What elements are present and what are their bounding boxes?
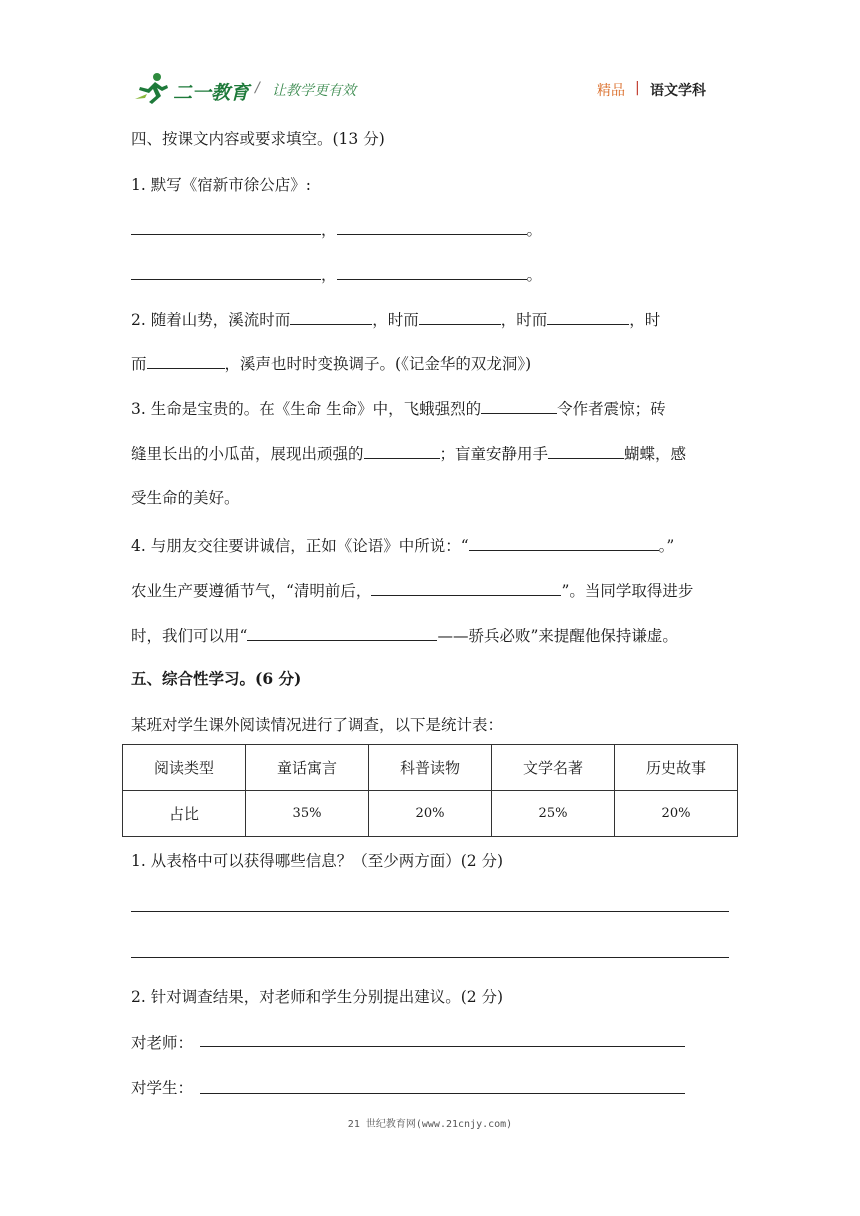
q4-line-3 [131, 624, 678, 647]
answer-line[interactable] [131, 911, 729, 912]
comma: ， [321, 266, 337, 284]
q4-text: 4. 与朋友交往要讲诚信，正如《论语》中所说：“ [131, 537, 469, 555]
answer-blank[interactable] [481, 397, 557, 414]
q2-text: ，时而 [500, 311, 548, 329]
period: 。 [526, 221, 543, 239]
answer-blank[interactable] [337, 218, 527, 235]
student-answer-line[interactable] [200, 1093, 685, 1094]
to-student-label: 对学生： [131, 1079, 194, 1097]
q2-text: ，时 [629, 311, 661, 329]
answer-blank[interactable] [371, 579, 561, 596]
q2-text: 2. 随着山势，溪流时而 [131, 311, 291, 329]
q4-line-2 [131, 579, 693, 602]
slogan-separator: / [255, 80, 260, 96]
q1-answer-row-2 [131, 263, 542, 286]
answer-line[interactable] [131, 957, 729, 958]
s5-q1-prompt: 1. 从表格中可以获得哪些信息？（至少两方面）(2 分) [131, 852, 504, 870]
q2-text: ，溪声也时时变换调子。(《记金华的双龙洞》) [224, 355, 532, 373]
tag-premium: 精品 [597, 83, 625, 99]
q4-text: 时，我们可以用“ [131, 627, 248, 645]
answer-blank[interactable] [131, 218, 321, 235]
q4-text: 农业生产要遵循节气，“清明前后， [131, 582, 372, 600]
brand-name: 二一教育 [173, 82, 250, 104]
table-cell: 文学名著 [492, 745, 615, 791]
q1-answer-row-1 [131, 218, 542, 241]
table-cell: 阅读类型 [123, 745, 246, 791]
q4-text: 。” [658, 537, 675, 555]
footer-source: 21 世纪教育网(www.21cnjy.com) [347, 1119, 513, 1130]
table-cell: 科普读物 [369, 745, 492, 791]
q2-line-1 [131, 308, 660, 331]
answer-blank[interactable] [247, 624, 437, 641]
survey-intro: 某班对学生课外阅读情况进行了调查，以下是统计表： [131, 716, 504, 734]
q3-text: 蝴蝶，感 [624, 445, 687, 463]
q4-text: ——骄兵必败”来提醒他保持谦虚。 [437, 627, 678, 645]
answer-blank[interactable] [469, 534, 659, 551]
q4-line-1 [131, 534, 674, 557]
q3-line-3: 受生命的美好。 [131, 489, 240, 507]
runner-logo-icon [135, 72, 171, 104]
q3-text: 缝里长出的小瓜苗，展现出顽强的 [131, 445, 364, 463]
answer-blank[interactable] [547, 308, 629, 325]
period: 。 [526, 266, 543, 284]
table-cell: 童话寓言 [246, 745, 369, 791]
section5-title: 五、综合性学习。(6 分) [131, 669, 302, 688]
q2-line-2 [131, 352, 531, 375]
answer-blank[interactable] [337, 263, 527, 280]
subject-label: 语文学科 [650, 83, 706, 99]
q4-text: ”。当同学取得进步 [561, 582, 694, 600]
table-cell: 20% [369, 791, 492, 837]
table-cell: 25% [492, 791, 615, 837]
answer-blank[interactable] [548, 442, 624, 459]
comma: ， [321, 221, 337, 239]
table-cell: 20% [615, 791, 738, 837]
q3-line-1 [131, 397, 666, 420]
table-cell: 占比 [123, 791, 246, 837]
q2-text: 而 [131, 355, 147, 373]
q1-prompt: 1. 默写《宿新市徐公店》: [131, 176, 311, 194]
q3-text: 令作者震惊；砖 [557, 400, 666, 418]
section4-title: 四、按课文内容或要求填空。(13 分) [131, 130, 385, 148]
answer-blank[interactable] [419, 308, 501, 325]
q3-line-2 [131, 442, 686, 465]
answer-blank[interactable] [290, 308, 372, 325]
answer-blank[interactable] [364, 442, 440, 459]
header [135, 72, 735, 106]
to-teacher-label: 对老师： [131, 1034, 194, 1052]
tag-divider: | [635, 80, 640, 96]
q2-text: ，时而 [372, 311, 419, 329]
slogan: 让教学更有效 [272, 83, 356, 99]
answer-blank[interactable] [131, 263, 321, 280]
s5-q2-prompt: 2. 针对调查结果，对老师和学生分别提出建议。(2 分) [131, 988, 504, 1006]
table-cell: 35% [246, 791, 369, 837]
table-header-row [123, 745, 738, 791]
answer-blank[interactable] [147, 352, 225, 369]
q3-text: 3. 生命是宝贵的。在《生命 生命》中，飞蛾强烈的 [131, 400, 482, 418]
q3-text: ；盲童安静用手 [439, 445, 549, 463]
table-cell: 历史故事 [615, 745, 738, 791]
table-row [123, 791, 738, 837]
teacher-answer-line[interactable] [200, 1046, 685, 1047]
reading-survey-table [122, 744, 738, 837]
